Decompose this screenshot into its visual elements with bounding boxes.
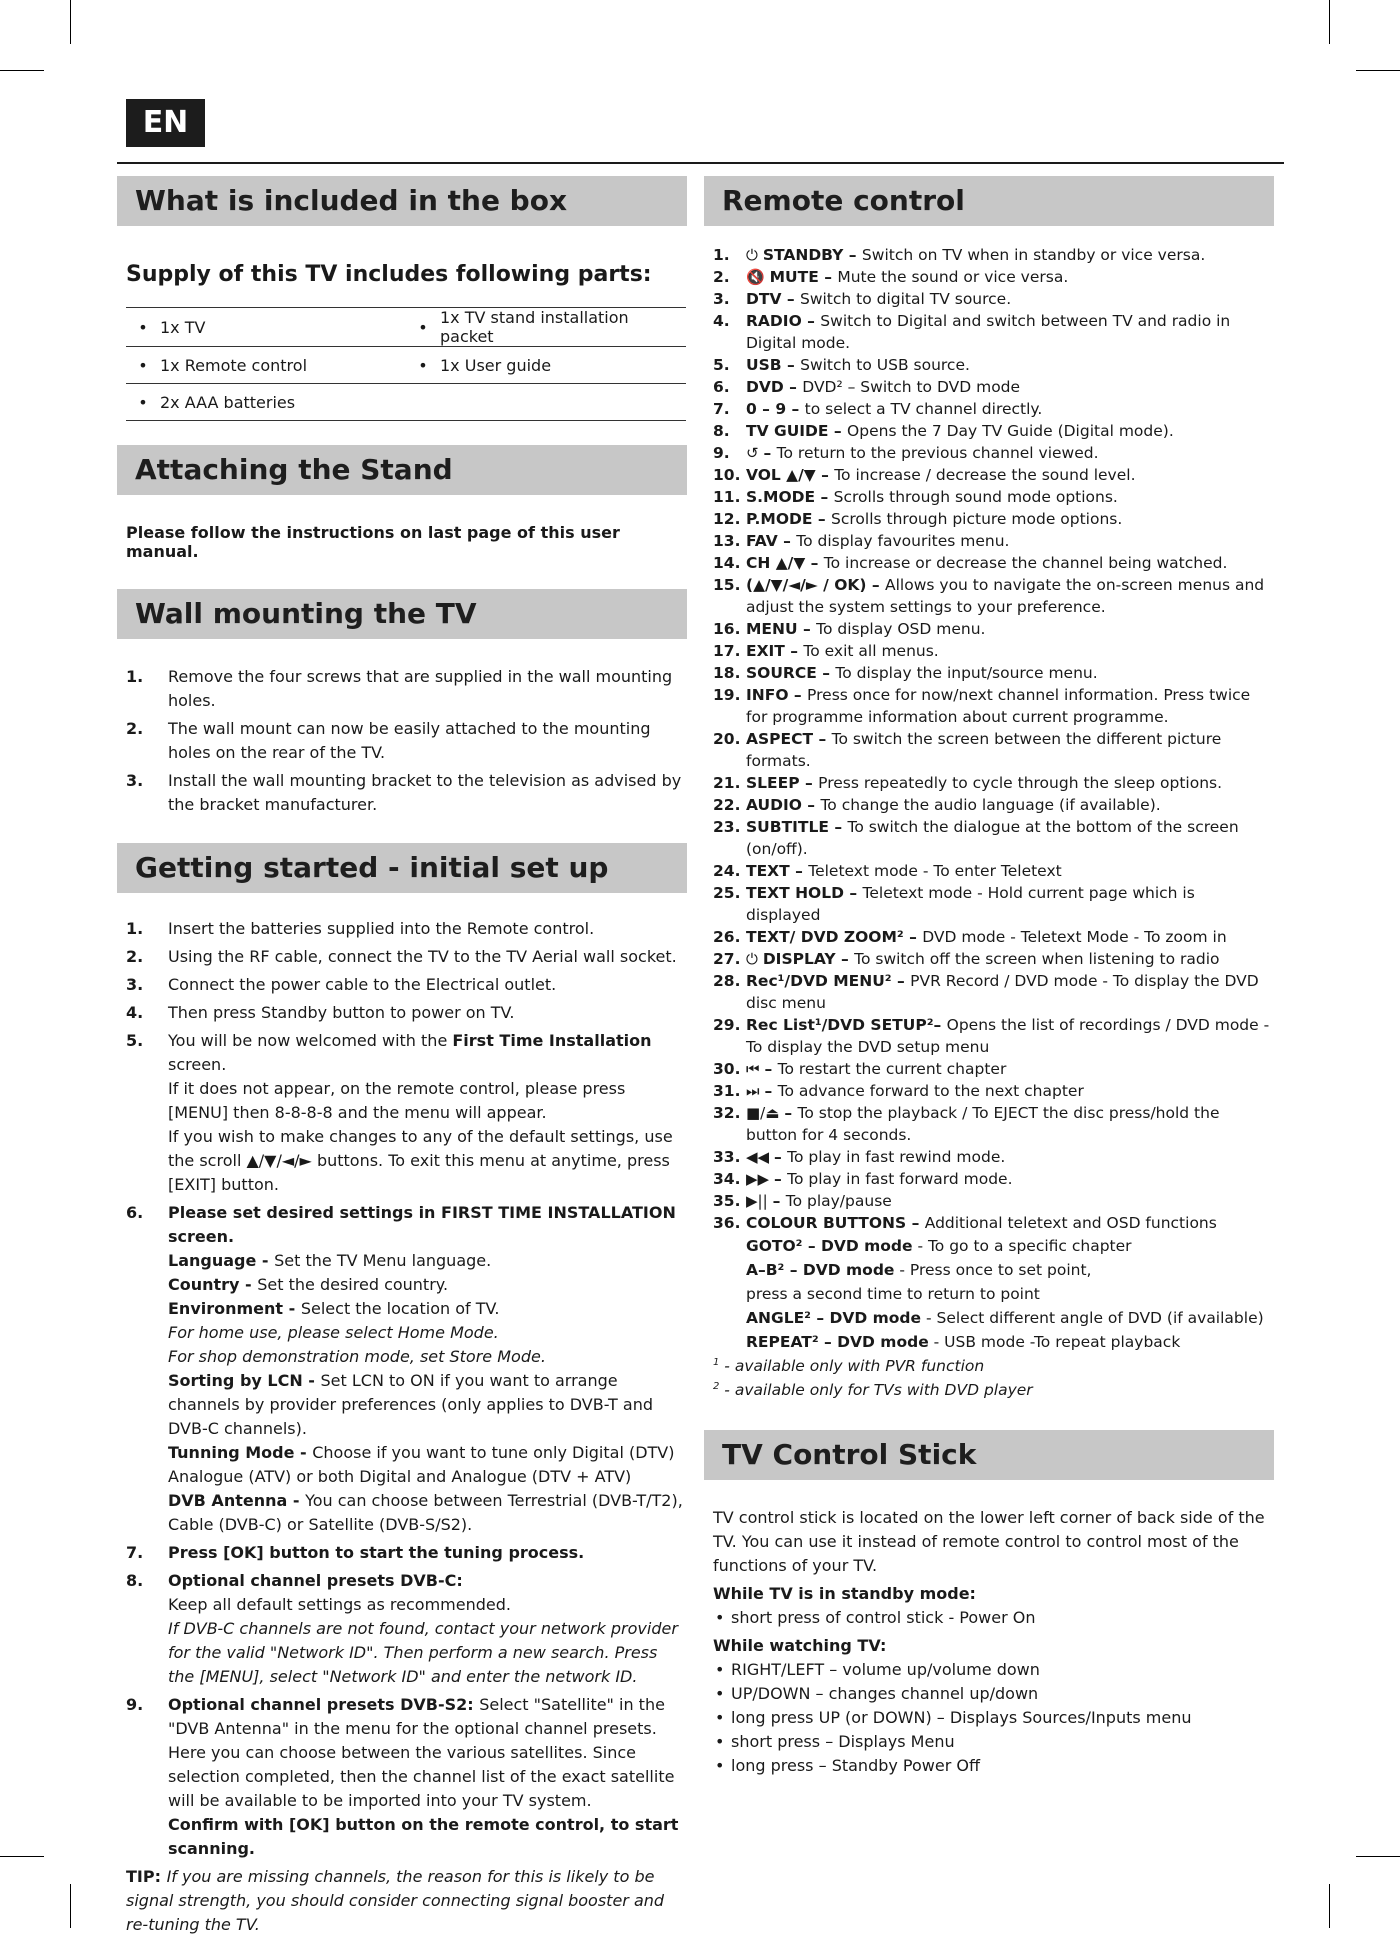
- remote-section-header: Remote control: [704, 176, 1274, 226]
- right-column: [704, 176, 1274, 1778]
- crop-mark: [0, 1856, 44, 1857]
- remote-item: 31. ⏭ – To advance forward to the next chapter: [713, 1082, 1084, 1100]
- button-icon: 🔇: [746, 268, 765, 286]
- remote-item: 4. RADIO – Switch to Digital and switch between TV and radio in Digital mode.: [713, 312, 1231, 352]
- remote-item: 34. ▶▶ – To play in fast forward mode.: [713, 1170, 1013, 1188]
- remote-item: 19. INFO – Press once for now/next channel information. Press twice for programme information about current programme.: [713, 686, 1251, 726]
- remote-item: 14. CH ▲/▼ – To increase or decrease the channel being watched.: [713, 554, 1228, 572]
- footnote: $^1$ - available only with PVR function: [713, 1356, 985, 1375]
- remote-item: 3. DTV – Switch to digital TV source.: [713, 290, 1012, 308]
- button-icon: ▶||: [746, 1192, 768, 1210]
- watching-heading: While watching TV:: [713, 1636, 887, 1655]
- crop-mark: [70, 0, 71, 44]
- box-contents-table: [126, 307, 686, 421]
- button-icon: ■/⏏: [746, 1104, 780, 1122]
- list-item: 6. Please set desired settings in FIRST TIME INSTALLATION screen. Language - Set the TV Menu language. Country - Set the desired country. Environment - Select the location of TV. For home use, please select Home Mode. For shop demonstration mode, set Store Mode. Sorting by LCN - Set LCN to ON if you want to arrange channels by provider preferences (only applies to DVB-T and DVB-C channels). Tunning Mode - Choose if you want to tune only Digital (DTV) Analogue (ATV) or both Digital and Analogue (DTV + ATV) DVB Antenna - You can choose between Terrestrial (DVB-T/T2), Cable (DVB-C) or Satellite (DVB-S/S2).: [126, 1203, 683, 1534]
- list-item: 2. The wall mount can now be easily attached to the mounting holes on the rear of the TV.: [126, 719, 651, 762]
- list-item: • long press UP (or DOWN) – Displays Sources/Inputs menu: [713, 1706, 1274, 1730]
- remote-item: 22. AUDIO – To change the audio language (if available).: [713, 796, 1161, 814]
- remote-item: 11. S.MODE – Scrolls through sound mode options.: [713, 488, 1118, 506]
- crop-mark: [70, 1884, 71, 1928]
- remote-item: 25. TEXT HOLD – Teletext mode - Hold current page which is displayed: [713, 884, 1195, 924]
- box-item: 2x AAA batteries: [160, 384, 406, 421]
- tip-note: TIP: If you are missing channels, the reason for this is likely to be signal strength, you should consider connecting signal booster and re-tuning the TV.: [126, 1867, 665, 1934]
- table-row: • 1x TV • 1x TV stand installation packet: [126, 308, 686, 347]
- list-item: • short press – Displays Menu: [713, 1730, 1274, 1754]
- list-item: • RIGHT/LEFT – volume up/volume down: [713, 1658, 1274, 1682]
- colour-button-item: A–B² – DVD mode - Press once to set point,: [746, 1261, 1092, 1279]
- remote-item: 13. FAV – To display favourites menu.: [713, 532, 1010, 550]
- remote-item: 5. USB – Switch to USB source.: [713, 356, 970, 374]
- remote-item: 17. EXIT – To exit all menus.: [713, 642, 939, 660]
- list-item: 2. Using the RF cable, connect the TV to the TV Aerial wall socket.: [126, 947, 677, 966]
- footnote: $^2$ - available only for TVs with DVD player: [713, 1380, 1033, 1399]
- list-item: 4. Then press Standby button to power on TV.: [126, 1003, 515, 1022]
- crop-mark: [1329, 1884, 1330, 1928]
- list-item: 9. Optional channel presets DVB-S2: Select "Satellite" in the "DVB Antenna" in the menu for the optional channel presets. Here you can choose between the various satellites. Since selection completed, then the channel list of the exact satellite will be available to be imported into your TV system. Confirm with [OK] button on the remote control, to start scanning.: [126, 1695, 679, 1858]
- remote-button-list: [713, 244, 1274, 1354]
- remote-item: 28. Rec¹/DVD MENU² – PVR Record / DVD mode - To display the DVD disc menu: [713, 972, 1259, 1012]
- colour-button-item: GOTO² – DVD mode - To go to a specific chapter: [746, 1237, 1132, 1255]
- list-item: 1. Remove the four screws that are supplied in the wall mounting holes.: [126, 667, 673, 710]
- remote-item: 29. Rec List¹/DVD SETUP²– Opens the list of recordings / DVD mode - To display the DVD setup menu: [713, 1016, 1270, 1056]
- remote-item: 36. COLOUR BUTTONS – Additional teletext and OSD functions: [713, 1214, 1217, 1232]
- standby-heading: While TV is in standby mode:: [713, 1584, 976, 1603]
- remote-item: 8. TV GUIDE – Opens the 7 Day TV Guide (Digital mode).: [713, 422, 1174, 440]
- box-item: 1x Remote control: [160, 347, 406, 384]
- list-item: • long press – Standby Power Off: [713, 1754, 1274, 1778]
- remote-item: 32. ■/⏏ – To stop the playback / To EJECT the disc press/hold the button for 4 seconds.: [713, 1104, 1220, 1144]
- list-item: • UP/DOWN – changes channel up/down: [713, 1682, 1274, 1706]
- remote-item: 16. MENU – To display OSD menu.: [713, 620, 986, 638]
- box-item: 1x User guide: [440, 347, 686, 384]
- remote-item: 9. ↺ – To return to the previous channel viewed.: [713, 444, 1099, 462]
- remote-item: 33. ◀◀ – To play in fast rewind mode.: [713, 1148, 1006, 1166]
- stick-section-header: TV Control Stick: [704, 1430, 1274, 1480]
- crop-mark: [1356, 1856, 1400, 1857]
- remote-item: 2. 🔇 MUTE – Mute the sound or vice versa.: [713, 268, 1069, 286]
- remote-item: 21. SLEEP – Press repeatedly to cycle through the sleep options.: [713, 774, 1223, 792]
- remote-item: 7. 0 – 9 – to select a TV channel directly.: [713, 400, 1043, 418]
- list-item: 7. Press [OK] button to start the tuning process.: [126, 1543, 585, 1562]
- wall-section-header: Wall mounting the TV: [117, 589, 687, 639]
- remote-item: 10. VOL ▲/▼ – To increase / decrease the sound level.: [713, 466, 1136, 484]
- list-item: 3. Connect the power cable to the Electrical outlet.: [126, 975, 557, 994]
- box-item: [440, 384, 686, 421]
- control-stick-info: [713, 1506, 1274, 1778]
- remote-item: 35. ▶|| – To play/pause: [713, 1192, 892, 1210]
- list-item: 5. You will be now welcomed with the First Time Installation screen. If it does not appear, on the remote control, please press [MENU] then 8-8-8-8 and the menu will appear. If you wish to make changes to any of the default settings, use the scroll ▲/▼/◄/► buttons. To exit this menu at anytime, press [EXIT] button.: [126, 1031, 673, 1194]
- left-column: [117, 176, 687, 1937]
- stick-intro: TV control stick is located on the lower left corner of back side of the TV. You can use it instead of remote control to control most of the functions of your TV.: [713, 1508, 1265, 1575]
- remote-item: 6. DVD – DVD² – Switch to DVD mode: [713, 378, 1021, 396]
- table-row: • 2x AAA batteries: [126, 384, 686, 421]
- box-item: 1x TV: [160, 308, 406, 347]
- remote-item: 26. TEXT/ DVD ZOOM² – DVD mode - Teletext Mode - To zoom in: [713, 928, 1227, 946]
- colour-button-item: press a second time to return to point: [746, 1285, 1040, 1303]
- button-icon: ⏻: [746, 950, 758, 968]
- crop-mark: [1329, 0, 1330, 44]
- list-item: 3. Install the wall mounting bracket to the television as advised by the bracket manufacturer.: [126, 771, 682, 814]
- button-icon: ⏭: [746, 1082, 760, 1100]
- top-rule: [117, 162, 1284, 164]
- list-item: • short press of control stick - Power On: [713, 1606, 1274, 1630]
- button-icon: ↺: [746, 444, 759, 462]
- wall-steps: [126, 665, 687, 817]
- remote-item: 1. ⏻ STANDBY – Switch on TV when in standby or vice versa.: [713, 246, 1206, 264]
- table-row: • 1x Remote control • 1x User guide: [126, 347, 686, 384]
- button-icon: ⏻: [746, 246, 758, 264]
- stand-section-header: Attaching the Stand: [117, 445, 687, 495]
- remote-item: 23. SUBTITLE – To switch the dialogue at the bottom of the screen (on/off).: [713, 818, 1239, 858]
- stand-note: Please follow the instructions on last page of this user manual.: [126, 523, 620, 561]
- box-section-header: What is included in the box: [117, 176, 687, 226]
- language-badge: EN: [126, 99, 205, 147]
- remote-item: 30. ⏮ – To restart the current chapter: [713, 1060, 1007, 1078]
- button-icon: ◀◀: [746, 1148, 770, 1166]
- box-subtitle: Supply of this TV includes following parts:: [126, 262, 652, 287]
- crop-mark: [0, 70, 44, 71]
- start-section-header: Getting started - initial set up: [117, 843, 687, 893]
- remote-item: 24. TEXT – Teletext mode - To enter Teletext: [713, 862, 1062, 880]
- list-item: 8. Optional channel presets DVB-C: Keep all default settings as recommended. If DVB-C channels are not found, contact your network provider for the valid "Network ID". Then perform a new search. Press the [MENU], select "Network ID" and enter the network ID.: [126, 1571, 678, 1686]
- remote-item: 15. (▲/▼/◄/► / OK) – Allows you to navigate the on-screen menus and adjust the system settings to your preference.: [713, 576, 1265, 616]
- colour-button-item: REPEAT² – DVD mode - USB mode -To repeat playback: [746, 1333, 1181, 1351]
- list-item: 1. Insert the batteries supplied into the Remote control.: [126, 919, 595, 938]
- remote-item: 18. SOURCE – To display the input/source menu.: [713, 664, 1098, 682]
- box-item: 1x TV stand installation packet: [440, 308, 686, 347]
- remote-item: 20. ASPECT – To switch the screen between the different picture formats.: [713, 730, 1222, 770]
- remote-item: 27. ⏻ DISPLAY – To switch off the screen when listening to radio: [713, 950, 1220, 968]
- setup-steps: [126, 917, 687, 1861]
- remote-item: 12. P.MODE – Scrolls through picture mode options.: [713, 510, 1123, 528]
- button-icon: ▶▶: [746, 1170, 770, 1188]
- colour-button-item: ANGLE² – DVD mode - Select different angle of DVD (if available): [746, 1309, 1264, 1327]
- crop-mark: [1356, 70, 1400, 71]
- button-icon: ⏮: [746, 1060, 760, 1078]
